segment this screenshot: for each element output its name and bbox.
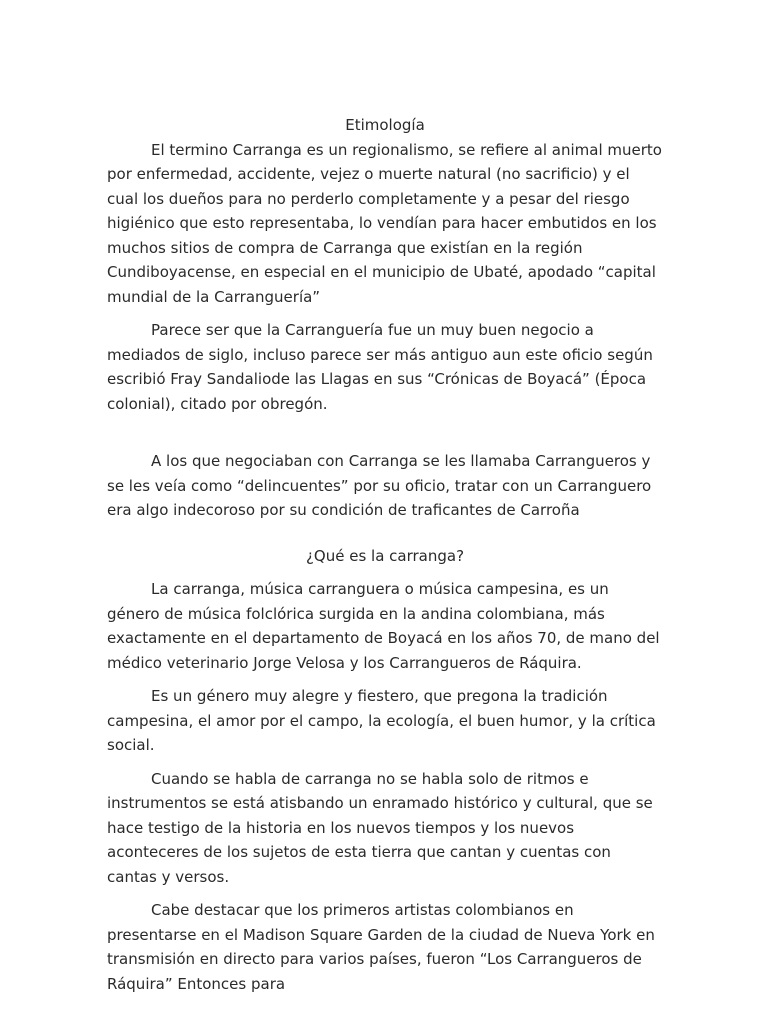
paragraph: A los que negociaban con Carranga se les llamaba Carrangueros y se les veía como “delincuentes” por su oficio, tratar con un Carranguero era algo indecoroso por su condición de traficantes de Carroña (107, 452, 652, 519)
paragraph: La carranga, música carranguera o música campesina, es un género de música folclórica surgida en la andina colombiana, más exactamente en el departamento de Boyacá en los años 70, de mano del médico veterinario Jorge Velosa y los Carrangueros de Ráquira. (107, 580, 660, 672)
heading-que-es-la-carranga: ¿Qué es la carranga? (305, 546, 465, 565)
paragraph: Cabe destacar que los primeros artistas colombianos en presentarse en el Madison Square Garden de la ciudad de Nueva York en transmisión en directo para varios países, fueron “Los Carrangueros de Ráquira” Entonces para (107, 901, 655, 993)
heading-etimologia: Etimología (345, 116, 425, 134)
paragraph: Es un género muy alegre y fiestero, que pregona la tradición campesina, el amor por el campo, la ecología, el buen humor, y la crítica social. (107, 687, 656, 754)
paragraph: Cuando se habla de carranga no se habla solo de ritmos e instrumentos se está atisbando un enramado histórico y cultural, que se hace testigo de la historia en los nuevos tiempos y los nuevos aconteceres de los sujetos de esta tierra que cantan y cuentas con cantas y versos. (107, 769, 653, 886)
paragraph: El termino Carranga es un regionalismo, se refiere al animal muerto por enfermedad, accidente, vejez o muerte natural (no sacrificio) y el cual los dueños para no perderlo completamente y a pesar del riesgo higiénico que esto representaba, lo vendían para hacer embutidos en los muchos sitios de compra de Carranga que existían en la región Cundiboyacense, en especial en el municipio de Ubaté, apodado “capital mundial de la Carranguería” (107, 140, 662, 306)
paragraph: Parece ser que la Carranguería fue un muy buen negocio a mediados de siglo, incluso parece ser más antiguo aun este oficio según escribió Fray Sandaliode las Llagas en sus “Crónicas de Boyacá” (Época colonial), citado por obregón. (107, 321, 653, 413)
document-body (107, 113, 663, 996)
